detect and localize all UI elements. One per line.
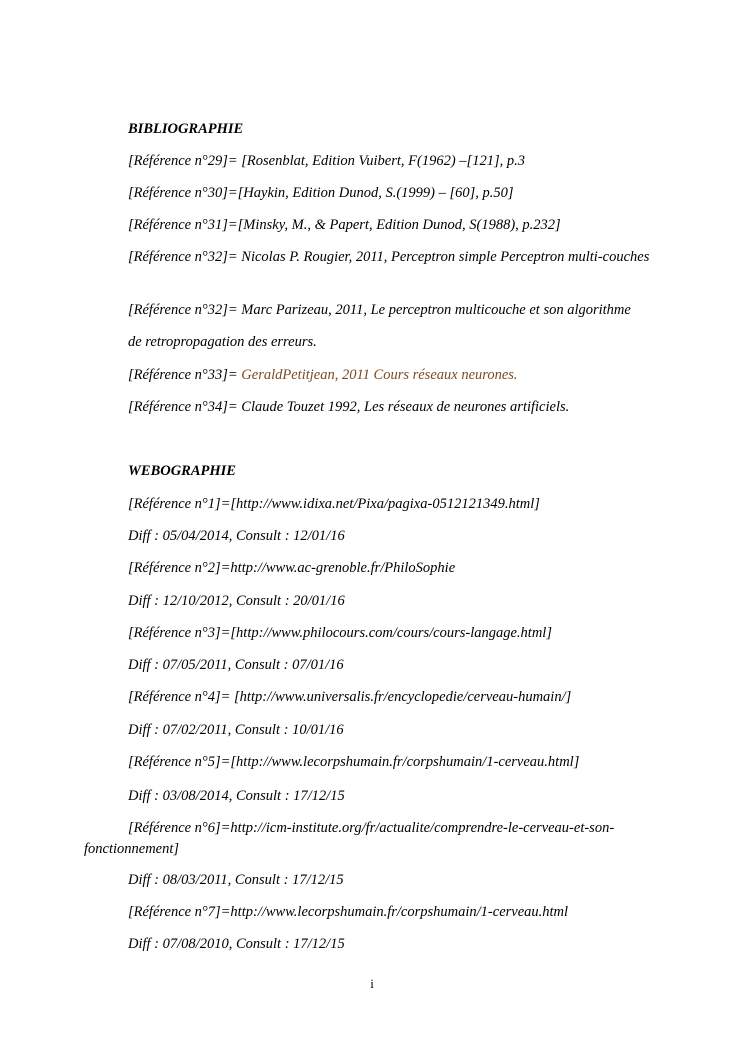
bib-ref-33-label: [Référence n°33]= bbox=[128, 367, 242, 383]
page-number: i bbox=[370, 976, 374, 991]
bib-ref-34: [Référence n°34]= Claude Touzet 1992, Les réseaux de neurones artificiels. bbox=[128, 399, 570, 415]
web-ref-7: [Référence n°7]=http://www.lecorpshumain.fr/corpshumain/1-cerveau.html bbox=[128, 904, 569, 920]
web-ref-2: [Référence n°2]=http://www.ac-grenoble.fr/PhiloSophie bbox=[128, 560, 456, 576]
web-ref-4-dates: Diff : 07/02/2011, Consult : 10/01/16 bbox=[128, 722, 344, 738]
web-ref-3-dates: Diff : 07/05/2011, Consult : 07/01/16 bbox=[128, 657, 344, 673]
web-ref-1: [Référence n°1]=[http://www.idixa.net/Pixa/pagixa-0512121349.html] bbox=[128, 496, 540, 512]
web-ref-4: [Référence n°4]= [http://www.universalis.fr/encyclopedie/cerveau-humain/] bbox=[128, 689, 572, 705]
web-ref-3: [Référence n°3]=[http://www.philocours.com/cours/cours-langage.html] bbox=[128, 625, 552, 641]
web-ref-5: [Référence n°5]=[http://www.lecorpshumain.fr/corpshumain/1-cerveau.html] bbox=[128, 754, 580, 770]
bib-ref-31: [Référence n°31]=[Minsky, M., & Papert, Edition Dunod, S(1988), p.232] bbox=[128, 217, 561, 233]
bib-ref-32a: [Référence n°32]= Nicolas P. Rougier, 2011, Perceptron simple Perceptron multi-couches bbox=[128, 249, 650, 265]
web-ref-1-dates: Diff : 05/04/2014, Consult : 12/01/16 bbox=[128, 528, 345, 544]
bibliography-heading: BIBLIOGRAPHIE bbox=[128, 121, 244, 137]
bib-ref-33 bbox=[0, 365, 744, 386]
web-ref-5-dates: Diff : 03/08/2014, Consult : 17/12/15 bbox=[128, 788, 345, 804]
bib-ref-32b-cont: de retropropagation des erreurs. bbox=[128, 334, 317, 350]
web-ref-2-dates: Diff : 12/10/2012, Consult : 20/01/16 bbox=[128, 593, 345, 609]
web-ref-6: [Référence n°6]=http://icm-institute.org/fr/actualite/comprendre-le-cerveau-et-son-fonctionnement] bbox=[84, 820, 615, 857]
web-ref-6-dates: Diff : 08/03/2011, Consult : 17/12/15 bbox=[128, 872, 344, 888]
bib-ref-30: [Référence n°30]=[Haykin, Edition Dunod, S.(1999) – [60], p.50] bbox=[128, 185, 514, 201]
bib-ref-29: [Référence n°29]= [Rosenblat, Edition Vuibert, F(1962) –[121], p.3 bbox=[128, 153, 525, 169]
web-ref-7-dates: Diff : 07/08/2010, Consult : 17/12/15 bbox=[128, 936, 345, 952]
bib-ref-32b: [Référence n°32]= Marc Parizeau, 2011, Le perceptron multicouche et son algorithme bbox=[128, 302, 631, 318]
bib-ref-33-text: GeraldPetitjean, 2011 Cours réseaux neurones. bbox=[241, 367, 518, 383]
webography-heading: WEBOGRAPHIE bbox=[128, 463, 236, 479]
